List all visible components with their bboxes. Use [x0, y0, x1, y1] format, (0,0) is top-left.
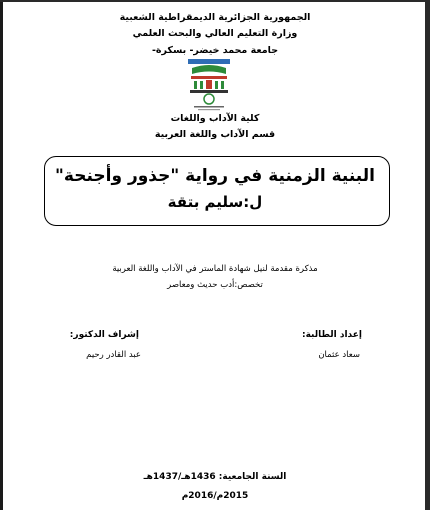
- academic-year-hijri: السنة الجامعية: 1436هـ/1437هـ: [143, 472, 287, 482]
- student-name: سعاد عثمان: [318, 350, 360, 360]
- faculty-name: كلية الآداب واللغات: [170, 113, 260, 124]
- thesis-title: البنية الزمنية في رواية "جذور وأجنحة": [55, 166, 375, 186]
- department-name: قسم الآداب واللغة العربية: [154, 129, 276, 140]
- university-logo-icon: [186, 58, 232, 112]
- scan-edge-top: [0, 0, 430, 2]
- university-name: جامعة محمد خيضر- بسكرة-: [151, 45, 279, 56]
- ministry-name: وزارة التعليم العالي والبحث العلمي: [132, 28, 298, 39]
- supervisor-label: إشراف الدكتور:: [69, 330, 139, 340]
- memo-description: مذكرة مقدمة لنيل شهادة الماستر في الآداب واللغة العربية: [112, 264, 318, 274]
- specialization: تخصص:أدب حديث ومعاصر: [167, 280, 263, 290]
- prepared-by-label: إعداد الطالبة:: [302, 330, 362, 340]
- supervisor-name: عبد القادر رحيم: [86, 350, 141, 360]
- academic-year-gregorian: 2015م/2016م: [181, 491, 249, 501]
- scan-edge-right: [425, 0, 430, 510]
- scan-edge-left: [0, 0, 3, 510]
- republic-name: الجمهورية الجزائرية الديمقراطية الشعبية: [119, 12, 311, 23]
- novel-author: ل:سليم بتقة: [167, 193, 263, 211]
